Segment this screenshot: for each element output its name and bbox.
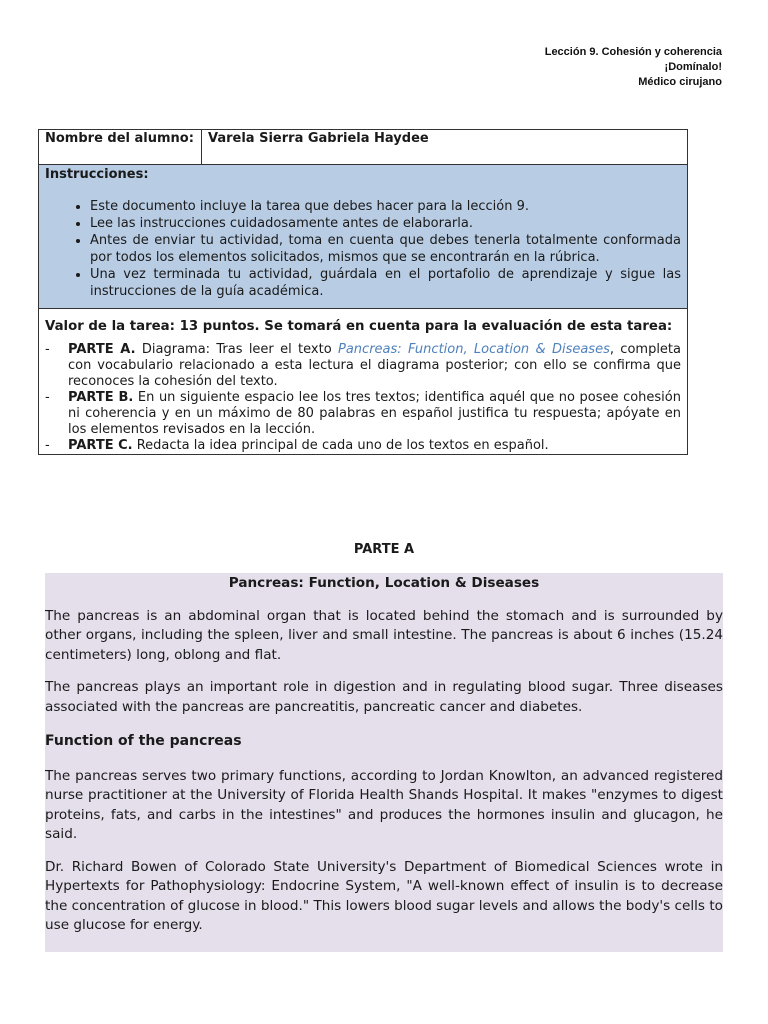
task-part-b [45, 390, 681, 438]
dash-bullet: - [45, 342, 50, 357]
section-title: PARTE A [353, 542, 415, 557]
instructions-list [45, 198, 681, 300]
reading-paragraph: The pancreas serves two primary functions, according to Jordan Knowlton, an advanced registered nurse practitioner at the University of Florida Health Shands Hospital. It makes "enzymes to digest proteins, fats, and carbs in the intestines" and produces the hormones insulin and glucagon, he said. [45, 767, 723, 842]
student-name-label: Nombre del alumno: [39, 130, 202, 165]
task-parts-list [45, 342, 681, 454]
part-label: PARTE A. [68, 342, 136, 357]
instructions-cell [39, 165, 688, 309]
part-label: PARTE C. [68, 438, 133, 453]
task-value-cell [39, 309, 688, 455]
part-text: Diagrama: Tras leer el texto [135, 342, 338, 357]
header-program: Médico cirujano [638, 76, 722, 88]
reading-box [45, 573, 723, 952]
reading-paragraph: Dr. Richard Bowen of Colorado State University's Department of Biomedical Sciences wrote in Hypertexts for Pathophysiology: Endocrine System, "A well-known effect of insulin is to decrease the concentration of glucose in blood." This lowers blood sugar levels and allows the body's cells to use glucose for energy. [45, 858, 723, 933]
student-name-value: Varela Sierra Gabriela Haydee [202, 130, 688, 165]
part-label: PARTE B. [68, 390, 134, 405]
task-table [38, 129, 688, 455]
task-value-title: Valor de la tarea: 13 puntos. Se tomará en cuenta para la evaluación de esta tarea: [45, 319, 673, 334]
reading-link[interactable]: Pancreas: Function, Location & Diseases [338, 342, 610, 357]
part-text: , completa con vocabulario relacionado a esta lectura el diagrama posterior; con ello se confirma que reconoces la cohesión del texto. [68, 342, 681, 389]
reading-subtitle: Function of the pancreas [45, 733, 242, 749]
header-lesson: Lección 9. Cohesión y coherencia [544, 46, 722, 58]
dash-bullet: - [45, 390, 50, 405]
reading-title: Pancreas: Function, Location & Diseases [228, 575, 540, 591]
reading-paragraph: The pancreas is an abdominal organ that is located behind the stomach and is surrounded by other organs, including the spleen, liver and small intestine. The pancreas is about 6 inches (15.24 centimeters) long, oblong and flat. [45, 607, 723, 663]
part-text: Redacta la idea principal de cada uno de los textos en español. [132, 438, 549, 453]
instruction-item: • Antes de enviar tu actividad, toma en cuenta que debes tenerla totalmente conformada por todos los elementos solicitados, mismos que se encontrarán en la rúbrica. [90, 232, 681, 266]
reading-paragraph: The pancreas plays an important role in digestion and in regulating blood sugar. Three diseases associated with the pancreas are pancreatitis, pancreatic cancer and diabetes. [45, 679, 723, 715]
part-text: En un siguiente espacio lee los tres textos; identifica aquél que no posee cohesión ni coherencia y en un máximo de 80 palabras en español justifica tu respuesta; apóyate en los elementos revisados en la lección. [68, 390, 681, 437]
instruction-item: • Este documento incluye la tarea que debes hacer para la lección 9. [90, 198, 681, 215]
instruction-item: • Una vez terminada tu actividad, guárdala en el portafolio de aprendizaje y sigue las instrucciones de la guía académica. [90, 266, 681, 300]
instructions-title: Instrucciones: [45, 167, 149, 182]
task-part-a [45, 342, 681, 390]
dash-bullet: - [45, 438, 50, 453]
header-slogan: ¡Domínalo! [664, 61, 722, 73]
document-header [545, 45, 722, 90]
instruction-item: • Lee las instrucciones cuidadosamente antes de elaborarla. [90, 215, 681, 232]
task-part-c [45, 438, 681, 454]
